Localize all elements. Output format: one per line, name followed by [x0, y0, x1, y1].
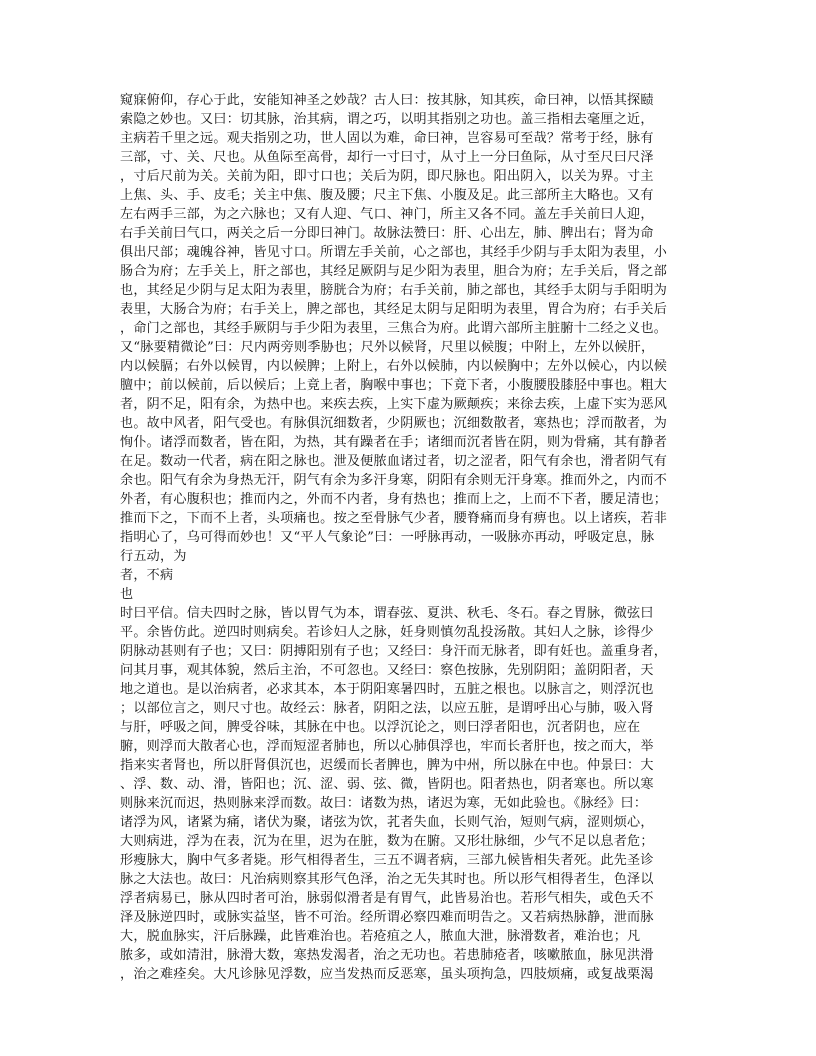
- text-line: 阴脉动甚则有子也；又曰：阴搏阳别有子也；又经曰：身汗而无脉者，即有妊也。盖重身者，: [120, 644, 668, 659]
- text-line: ；以部位言之，则尺寸也。故经云：脉者，阴阳之法，以应五脏，是谓呼出心与肺，吸入肾: [120, 701, 654, 716]
- text-line: 俱出尺部；魂魄谷神，皆见寸口。所谓左手关前，心之部也，其经手少阴与手太阳为表里，小: [120, 245, 668, 260]
- text-line: 窥寐俯仰，存心于此，安能知神圣之妙哉？古人曰：按其脉，知其疾，命曰神，以悟其探赜: [120, 93, 654, 108]
- text-line: 索隐之妙也。又曰：切其脉，治其病，谓之巧，以明其指别之功也。盖三指相去毫厘之近，: [120, 112, 654, 127]
- text-line: 浮者病易已，脉从四时者可治，脉弱似滑者是有胃气，此皆易治也。若形气相失，或色夭不: [120, 891, 654, 906]
- text-line: ，命门之部也，其经手厥阴与手少阳为表里，三焦合为府。此谓六部所主脏腑十二经之义也。: [120, 321, 668, 336]
- text-line: 脓多，或如清泔，脉滑大数，寒热发渴者，治之无功也。若患肺疮者，咳嗽脓血，脉见洪滑: [120, 948, 654, 963]
- text-line: 右手关前曰气口，两关之后一分即曰神门。故脉法赞曰：肝、心出左，肺、脾出右；肾为命: [120, 226, 654, 241]
- text-line: 、浮、数、动、滑，皆阳也；沉、涩、弱、弦、微，皆阴也。阳者热也，阴者寒也。所以寒: [120, 777, 654, 792]
- text-line: 时曰平信。信夫四时之脉，皆以胃气为本，谓春弦、夏洪、秋毛、冬石。春之胃脉，微弦曰: [120, 606, 654, 621]
- text-line: 在足。数动一代者，病在阳之脉也。泄及便脓血诸过者，切之涩者，阳气有余也，滑者阴气有: [120, 454, 668, 469]
- text-line: ，治之难痊矣。大凡诊脉见浮数，应当发热而反恶寒，虽头项拘急，四肢烦痛，或复战栗渴: [120, 967, 654, 982]
- text-line: 形瘦脉大，胸中气多者毙。形气相得者生，三五不调者病，三部九候皆相失者死。此先圣诊: [120, 853, 654, 868]
- text-line: 行五动，为: [120, 549, 187, 564]
- text-line: 肠合为府；左手关上，肝之部也，其经足厥阴与足少阳为表里，胆合为府；左手关后，肾之部: [120, 264, 668, 279]
- text-line: 泽及脉逆四时，或脉实益坚，皆不可治。经所谓必察四难而明告之。又若病热脉静，泄而脉: [120, 910, 654, 925]
- text-line: 脉之大法也。故曰：凡治病则察其形气色泽，治之无失其时也。所以形气相得者生，色泽以: [120, 872, 654, 887]
- text-line: 大则病进，浮为在表，沉为在里，迟为在脏，数为在腑。又形壮脉细，少气不足以息者危；: [120, 834, 654, 849]
- text-line: 上焦、头、手、皮毛；关主中焦、腹及腰；尺主下焦、小腹及足。此三部所主大略也。又有: [120, 188, 654, 203]
- text-line: 推而下之，下而不上者，头项痛也。按之至骨脉气少者，腰脊痛而身有痹也。以上诸疾，若非: [120, 511, 668, 526]
- text-line: 者，阴不足，阳有余，为热中也。来疾去疾，上实下虚为厥颠疾；来徐去疾，上虚下实为恶风: [120, 397, 668, 412]
- text-line: 表里，大肠合为府；右手关上，脾之部也，其经足太阴与足阳明为表里，胃合为府；右手关后: [120, 302, 668, 317]
- text-line: 左右两手三部，为之六脉也；又有人迎、气口、神门，所主又各不同。盖左手关前曰人迎，: [120, 207, 654, 222]
- text-line: 也，其经足少阴与足太阳为表里，膀胱合为府；右手关前，肺之部也，其经手太阴与手阳明为: [120, 283, 668, 298]
- text-line: 诸浮为风，诸紧为痛，诸伏为聚，诸弦为饮，芤者失血，长则气治，短则气病，涩则烦心，: [120, 815, 654, 830]
- text-line: 主病若千里之远。观夫指别之功，世人固以为难，命曰神，岂容易可至哉？常考于经，脉有: [120, 131, 654, 146]
- text-line: 膻中；前以候前，后以候后；上竟上者，胸喉中事也；下竟下者，小腹腰股膝胫中事也。粗大: [120, 378, 668, 393]
- text-line: ，寸后尺前为关。关前为阳，即寸口也；关后为阴，即尺脉也。阳出阴入，以关为界。寸主: [120, 169, 654, 184]
- text-line: 余也。阳气有余为身热无汗，阴气有余为多汗身寒，阴阳有余则无汗身寒。推而外之，内而不: [120, 473, 668, 488]
- text-line: 内以候膈；右外以候胃，内以候脾；上附上，右外以候肺，内以候胸中；左外以候心，内以候: [120, 359, 668, 374]
- text-line: 大，脱血脉实，汗后脉躁，此皆难治也。若疮疽之人，脓血大泄，脉滑数者，难治也；凡: [120, 929, 641, 944]
- text-line: 问其月事，观其体貌，然后主治，不可忽也。又经曰：察色按脉，先别阴阳；盖阴阳者，天: [120, 663, 654, 678]
- text-line: 外者，有心腹积也；推而内之，外而不内者，身有热也；推而上之，上而不下者，腰足清也；: [120, 492, 668, 507]
- text-line: 也: [120, 587, 134, 602]
- text-line: 者，不病: [120, 568, 174, 583]
- text-line: 又“脉要精微论”曰：尺内两旁则季胁也；尺外以候肾，尺里以候腹；中附上，左外以候肝，: [120, 340, 655, 355]
- text-line: 也。故中风者，阳气受也。有脉俱沉细数者，少阴厥也；沉细数散者，寒热也；浮而散者，为: [120, 416, 668, 431]
- text-line: 腑，则浮而大散者心也，浮而短涩者肺也，所以心肺俱浮也，牢而长者肝也，按之而大，举: [120, 739, 654, 754]
- text-line: 指来实者肾也，所以肝肾俱沉也，迟缓而长者脾也，脾为中州，所以脉在中也。仲景曰：大: [120, 758, 654, 773]
- text-line: 与肝，呼吸之间，脾受谷味，其脉在中也。以浮沉论之，则曰浮者阳也，沉者阴也，应在: [120, 720, 641, 735]
- text-line: 三部，寸、关、尺也。从鱼际至高骨，却行一寸曰寸，从寸上一分曰鱼际，从寸至尺曰尺泽: [120, 150, 654, 165]
- text-line: 指明心了，乌可得而妙也！又“平人气象论”曰：一呼脉再动，一吸脉亦再动，呼吸定息，脉: [120, 530, 655, 545]
- text-line: 恂仆。诸浮而数者，皆在阳，为热，其有躁者在手；诸细而沉者皆在阴，则为骨痛，其有静者: [120, 435, 668, 450]
- text-line: 地之道也。是以治病者，必求其本，本于阴阳寒暑四时，五脏之根也。以脉言之，则浮沉也: [120, 682, 654, 697]
- text-line: 则脉来沉而迟，热则脉来浮而数。故曰：诸数为热，诸迟为寒，无如此验也。《脉经》曰：: [120, 796, 648, 811]
- text-line: 平。余皆仿此。逆四时则病矣。若诊妇人之脉，妊身则慎勿乱投汤散。其妇人之脉，诊得少: [120, 625, 654, 640]
